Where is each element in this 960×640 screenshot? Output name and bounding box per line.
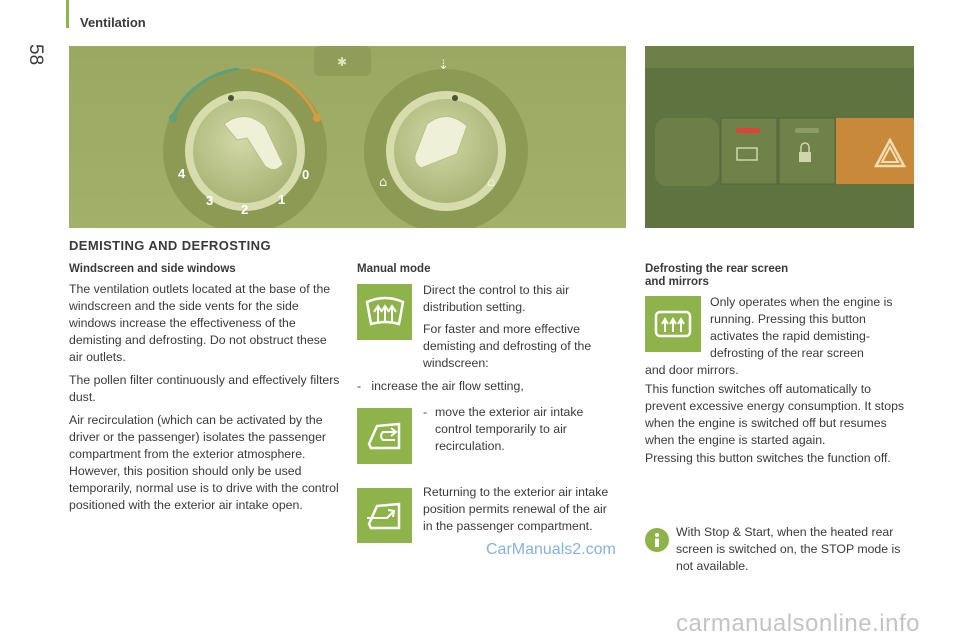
manual-mode-text bbox=[423, 282, 613, 372]
paragraph: The ventilation outlets located at the base of the windscreen and the side vents for the side windows increase the effectiveness of the demisting and defrosting. Do not obstruct these air outlets. bbox=[69, 282, 331, 364]
fan-label-4: 4 bbox=[178, 166, 186, 181]
rear-screen-demist-icon bbox=[645, 296, 701, 352]
windscreen-demist-icon bbox=[357, 284, 412, 340]
faster-text: For faster and more effective demisting and defrosting of the windscreen: bbox=[423, 322, 592, 370]
info-icon bbox=[645, 528, 669, 552]
page-title: DEMISTING AND DEFROSTING bbox=[69, 238, 271, 253]
operates-continued: and door mirrors. bbox=[645, 363, 739, 377]
fan-label-3: 3 bbox=[206, 193, 214, 208]
svg-text:⇣: ⇣ bbox=[438, 58, 449, 73]
air-recirculation-icon bbox=[357, 408, 412, 464]
fan-label-0: 0 bbox=[302, 167, 310, 182]
subheading-manual-mode: Manual mode bbox=[357, 263, 431, 275]
paragraph: Air recirculation (which can be activated by the driver or the passenger) isolates the passenger compartment from the exterior atmosphere. However, this position should only be used temporarily, normal use is to drive with the control positioned with the exterior air intake open. bbox=[69, 413, 339, 512]
bullet-increase-air-flow: - increase the air flow setting, bbox=[357, 379, 524, 393]
switches-off-text: This function switches off automatically to prevent excessive energy consumption. It stops when the engine is switched off but resumes when the engine is started again. bbox=[645, 382, 905, 447]
page-number: 58 bbox=[25, 44, 46, 66]
returning-text: Returning to the exterior air intake position permits renewal of the air in the passenger compartment. bbox=[423, 485, 609, 533]
left-column-text bbox=[69, 281, 341, 514]
heater-controls-photo bbox=[69, 46, 626, 228]
section-header: Ventilation bbox=[80, 15, 146, 30]
site-watermark: carmanualsonline.info bbox=[676, 610, 920, 637]
stop-start-info-text: With Stop & Start, when the heated rear screen is switched on, the STOP mode is not available. bbox=[676, 525, 901, 573]
exterior-air-intake-icon bbox=[357, 488, 412, 543]
switch-panel-photo bbox=[645, 46, 914, 228]
carmanuals-watermark: CarManuals2.com bbox=[486, 541, 616, 558]
svg-text:⌂: ⌂ bbox=[379, 175, 388, 190]
direct-text: Direct the control to this air distribution setting. bbox=[423, 283, 570, 314]
fan-label-1: 1 bbox=[278, 192, 286, 207]
fan-label-2: 2 bbox=[241, 202, 249, 217]
subheading-rear-screen-line1: Defrosting the rear screen bbox=[645, 263, 789, 275]
paragraph: The pollen filter continuously and effectively filters dust. bbox=[69, 373, 340, 404]
subheading-rear-screen-line2: and mirrors bbox=[645, 276, 709, 288]
bullet-dash: - bbox=[423, 405, 428, 419]
bullet-recirculation: move the exterior air intake control temporarily to air recirculation. bbox=[435, 405, 584, 453]
svg-text:⌂: ⌂ bbox=[487, 175, 496, 190]
svg-text:✱: ✱ bbox=[337, 55, 348, 69]
subheading-windscreen: Windscreen and side windows bbox=[69, 263, 236, 275]
header-accent-bar bbox=[66, 0, 69, 28]
pressing-text: Pressing this button switches the function off. bbox=[645, 451, 891, 465]
operates-text: Only operates when the engine is running. Pressing this button activates the rapid demisting-defrosting of the rear screen bbox=[710, 295, 893, 360]
